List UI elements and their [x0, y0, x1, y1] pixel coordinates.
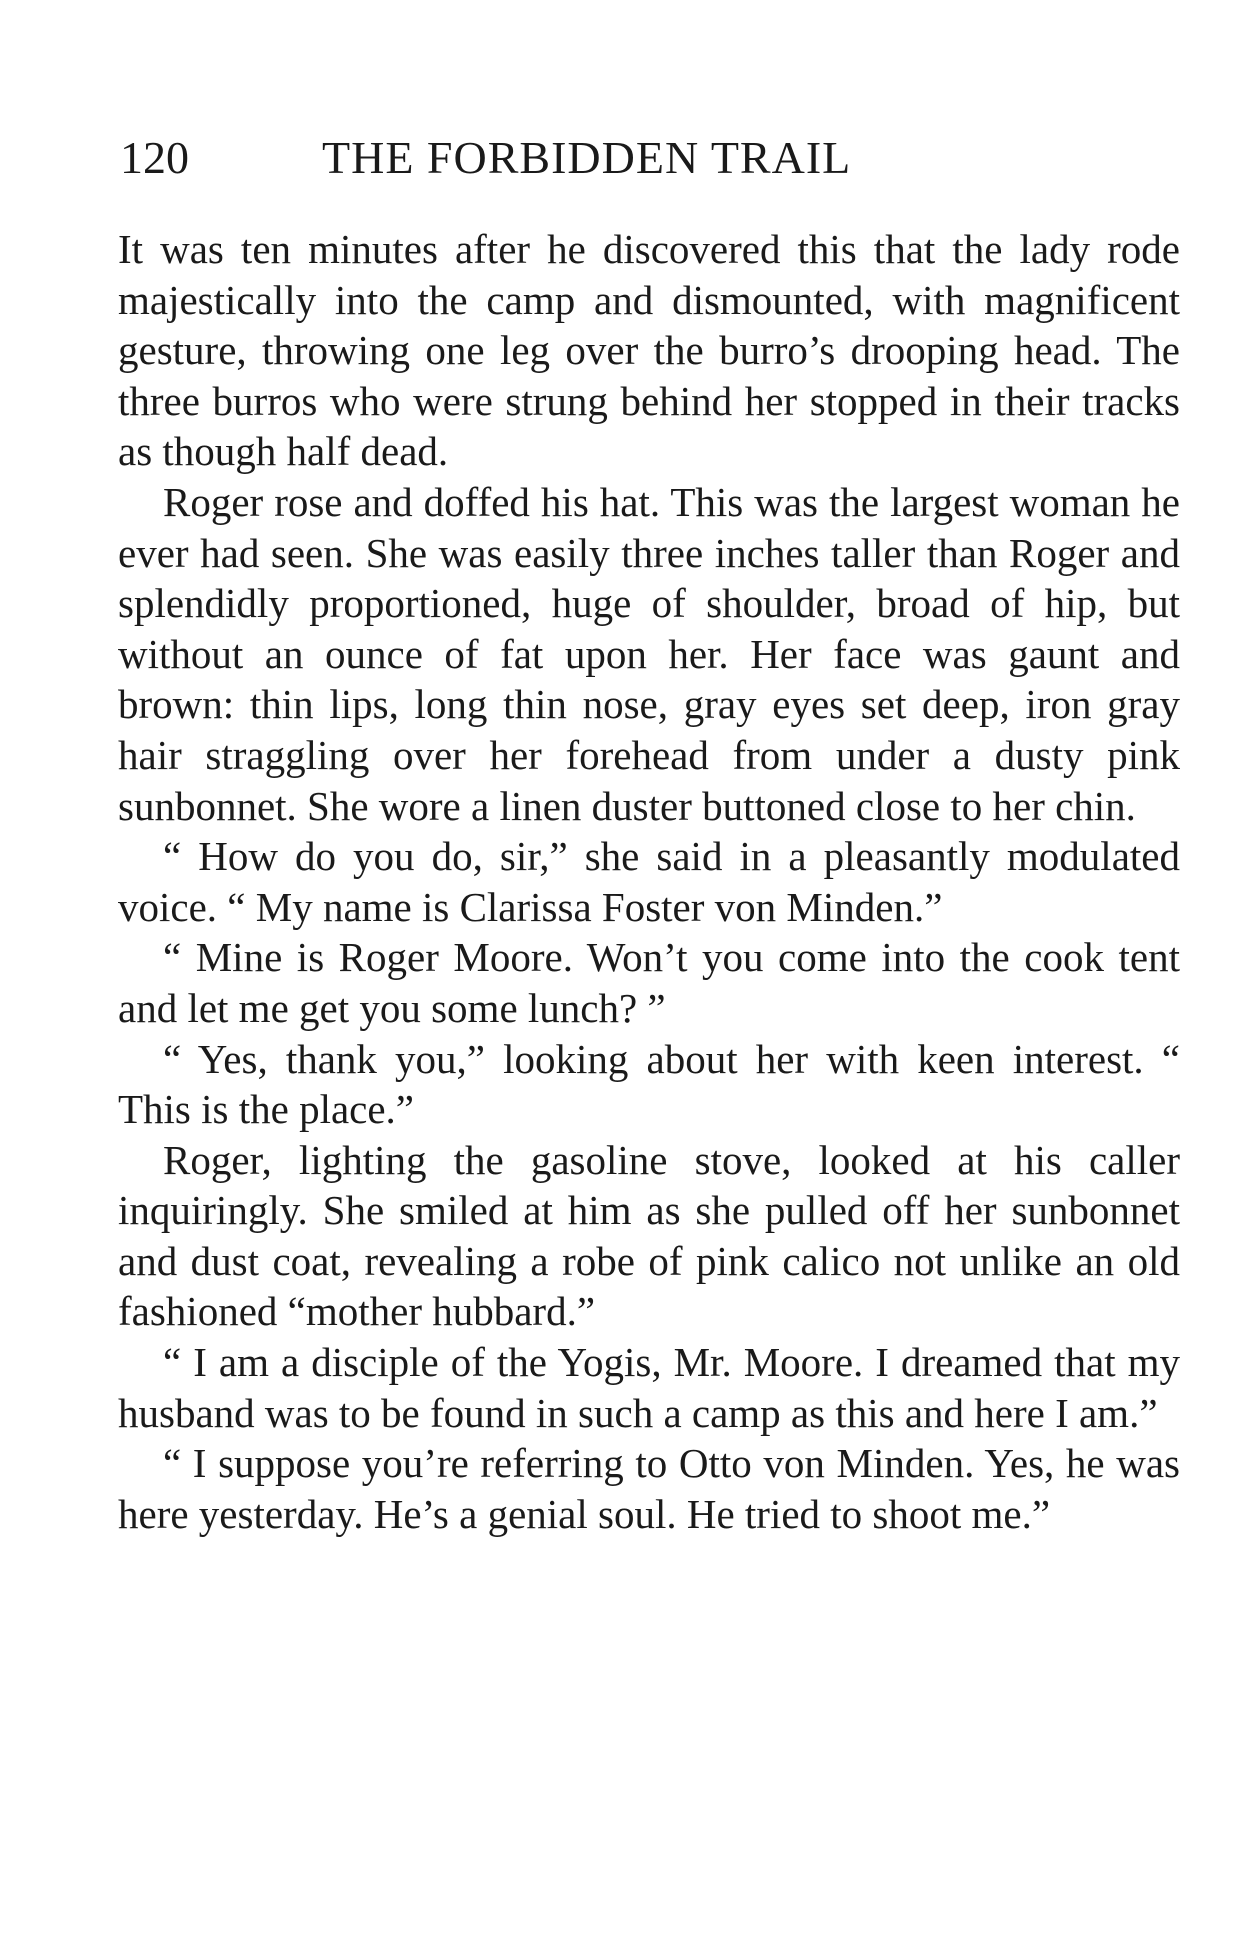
- paragraph: “ How do you do, sir,” she said in a pleasantly modulated voice. “ My name is Clarissa Foster von Minden.”: [118, 833, 1180, 930]
- paragraph: “ I suppose you’re referring to Otto von Minden. Yes, he was here yesterday. He’s a genial soul. He tried to shoot me.”: [118, 1440, 1180, 1537]
- paragraph: “ I am a disciple of the Yogis, Mr. Moore. I dreamed that my husband was to be found in such a camp as this and here I am.”: [118, 1339, 1180, 1436]
- paragraph: “ Yes, thank you,” looking about her with keen interest. “ This is the place.”: [118, 1035, 1180, 1133]
- paragraph: Roger, lighting the gasoline stove, looked at his caller inquiringly. She smiled at him as she pulled off her sunbonnet and dust coat, revealing a robe of pink calico not unlike an old fashioned “mother hubbard.”: [118, 1136, 1180, 1335]
- page-header: [120, 128, 1180, 188]
- paragraph: It was ten minutes after he discovered this that the lady rode majestically into the camp and dismounted, with magnificent gesture, throwing one leg over the burro’s drooping head. The three burros who were strung behind her stopped in their tracks as though half dead.: [118, 226, 1180, 475]
- running-title: THE FORBIDDEN TRAIL: [322, 132, 852, 183]
- page-number: 120: [120, 132, 189, 183]
- paragraph: Roger rose and doffed his hat. This was the largest woman he ever had seen. She was easily three inches taller than Roger and splendidly proportioned, huge of shoulder, broad of hip, but without an ounce of fat upon her. Her face was gaunt and brown: thin lips, long thin nose, gray eyes set deep, iron gray hair straggling over her forehead from under a dusty pink sunbonnet. She wore a linen duster buttoned close to her chin.: [118, 478, 1180, 829]
- paragraph: “ Mine is Roger Moore. Won’t you come into the cook tent and let me get you some lunch? ”: [118, 934, 1180, 1031]
- body-text: [118, 224, 1180, 1539]
